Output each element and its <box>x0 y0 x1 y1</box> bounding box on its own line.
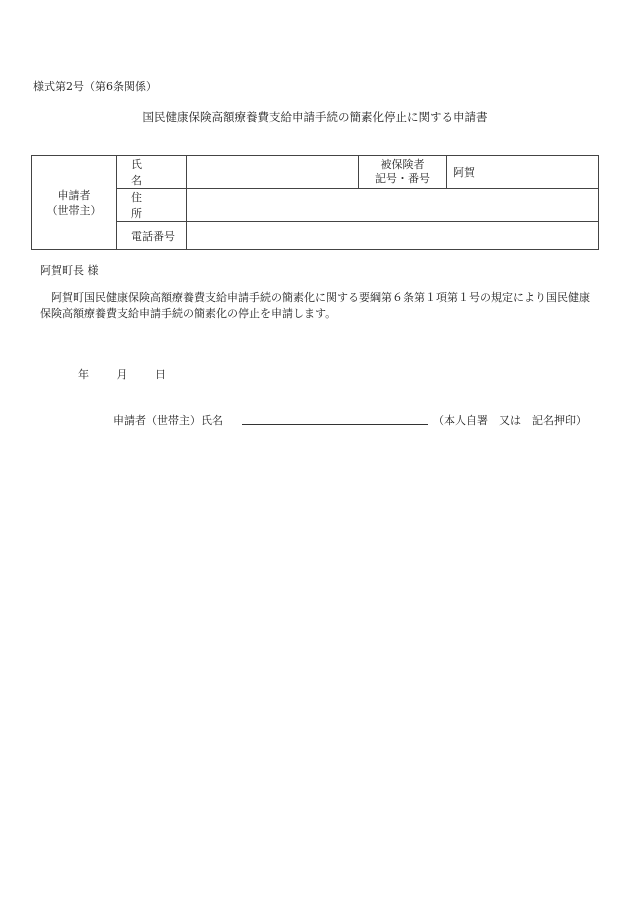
address-field[interactable] <box>187 189 599 222</box>
phone-label-cell <box>117 222 187 250</box>
date-month-label: 月 <box>116 368 128 381</box>
address-label: 住所 <box>131 191 164 220</box>
insured-number-field[interactable]: 阿賀 <box>447 156 599 189</box>
addressee: 阿賀町長 様 <box>40 264 99 277</box>
signature-label: 申請者（世帯主）氏名 <box>113 414 223 427</box>
address-label-cell <box>117 189 187 222</box>
applicant-role-sublabel: （世帯主） <box>46 203 102 217</box>
name-label-cell <box>117 156 187 189</box>
name-label: 氏名 <box>131 158 164 187</box>
signature-note: （本人自署 又は 記名押印） <box>433 414 587 427</box>
insured-label: 被保険者 <box>380 158 425 171</box>
insured-number-label-cell <box>359 156 447 189</box>
applicant-role-label: 申請者 <box>57 188 91 202</box>
date-line <box>78 366 166 382</box>
name-field[interactable] <box>187 156 359 189</box>
date-day-label: 日 <box>155 368 166 381</box>
form-title: 国民健康保険高額療養費支給申請手続の簡素化停止に関する申請書 <box>142 110 488 124</box>
form-number: 様式第2号（第6条関係） <box>33 80 157 93</box>
phone-label: 電話番号 <box>131 229 175 243</box>
body-paragraph: 阿賀町国民健康保険高額療養費支給申請手続の簡素化に関する要綱第６条第１項第１号の規定により国民健康保険高額療養費支給申請手続の簡素化の停止を申請します。 <box>40 291 590 320</box>
applicant-role-cell <box>32 156 117 250</box>
signature-line[interactable] <box>242 424 428 425</box>
applicant-table <box>31 155 599 250</box>
insured-sublabel: 記号・番号 <box>375 172 430 185</box>
date-year-label: 年 <box>78 368 89 381</box>
phone-field[interactable] <box>187 222 599 250</box>
